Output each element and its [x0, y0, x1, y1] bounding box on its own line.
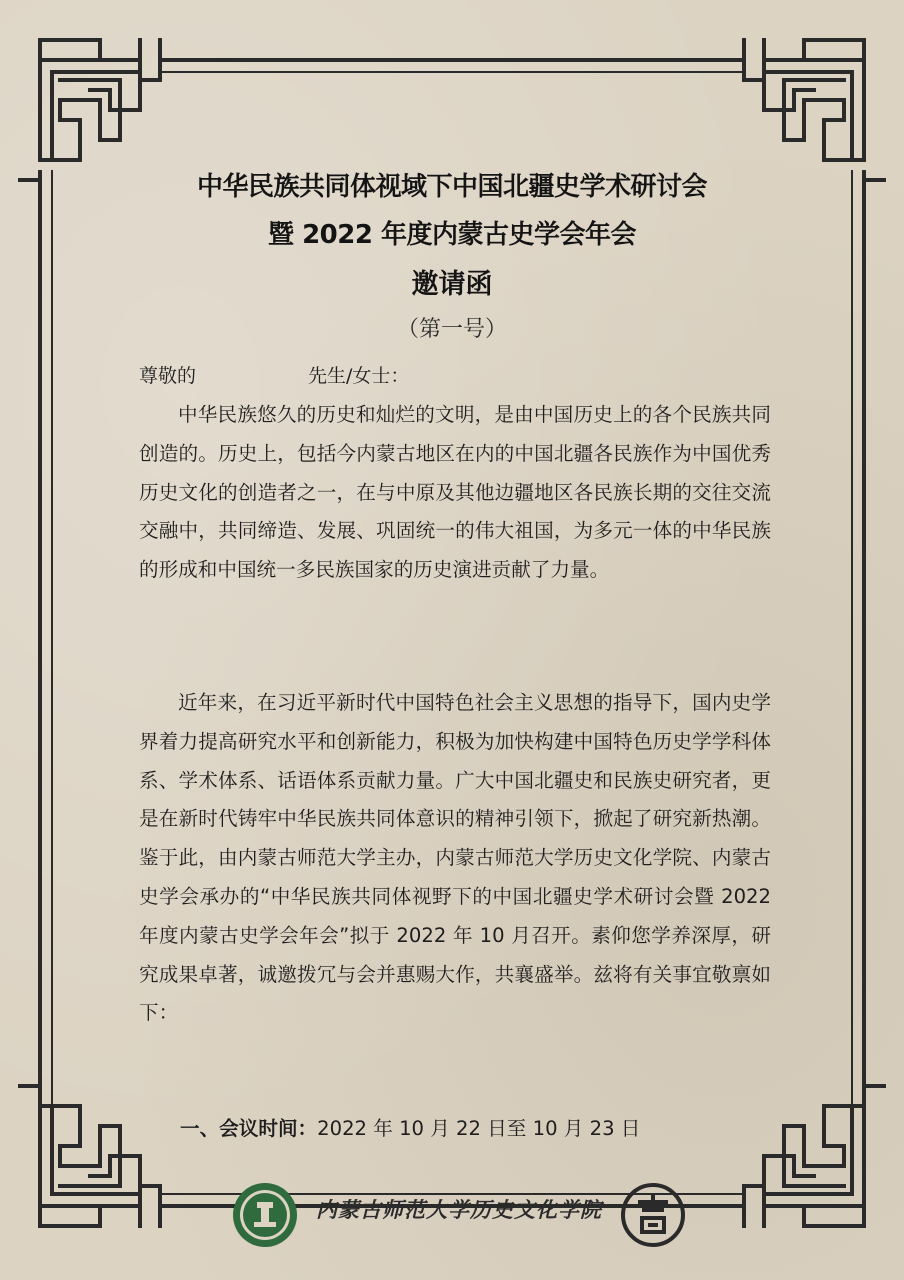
- body-paragraph-2: 近年来，在习近平新时代中国特色社会主义思想的指导下，国内史学界着力提高研究水平和创新能力，积极为加快构建中国特色历史学学科体系、学术体系、话语体系贡献力量。广大中国北疆史和民族史研究者，更是在新时代铸牢中华民族共同体意识的精神引领下，掀起了研究新热潮。鉴于此，由内蒙古师范大学主办，内蒙古师范大学历史文化学院、内蒙古史学会承办的“中华民族共同体视野下的中国北疆史学术研讨会暨 2022 年度内蒙古史学会年会”拟于 2022 年 10 月召开。素仰您学养深厚，研究成果卓著，诚邀拨冗与会并惠赐大作，共襄盛举。兹将有关事宜敬禀如下：: [139, 691, 771, 1025]
- college-emblem-icon: [620, 1182, 686, 1248]
- salutation-suffix: 先生/女士：: [308, 365, 410, 387]
- university-seal-icon: [230, 1180, 300, 1250]
- salutation-prefix: 尊敬的: [139, 365, 197, 387]
- corner-ornament-top-right: [744, 40, 884, 180]
- body-paragraph-1: 中华民族悠久的历史和灿烂的文明，是由中国历史上的各个民族共同创造的。历史上，包括今内蒙古地区在内的中国北疆各民族作为中国优秀历史文化的创造者之一，在与中原及其他边疆地区各民族长期的交往交流交融中，共同缔造、发展、巩固统一的伟大祖国，为多元一体的中华民族的形成和中国统一多民族国家的历史演进贡献了力量。: [139, 403, 771, 582]
- section-meeting-time-value: 2022 年 10 月 22 日至 10 月 23 日: [317, 1117, 641, 1140]
- corner-ornament-top-left: [20, 40, 160, 180]
- section-meeting-time-label: 一、会议时间：: [180, 1117, 318, 1140]
- section-meeting-time: [180, 1112, 640, 1141]
- corner-ornament-bottom-right: [744, 1086, 884, 1226]
- corner-ornament-bottom-left: [20, 1086, 160, 1226]
- footer-institution-name: 内蒙古师范大学历史文化学院: [316, 1197, 602, 1222]
- title-invitation: 邀请函: [411, 269, 493, 300]
- title-line-1: 中华民族共同体视域下中国北疆史学术研讨会: [196, 172, 707, 202]
- title-line-2: 暨 2022 年度内蒙古史学会年会: [268, 220, 636, 250]
- document-number: （第一号）: [396, 317, 507, 342]
